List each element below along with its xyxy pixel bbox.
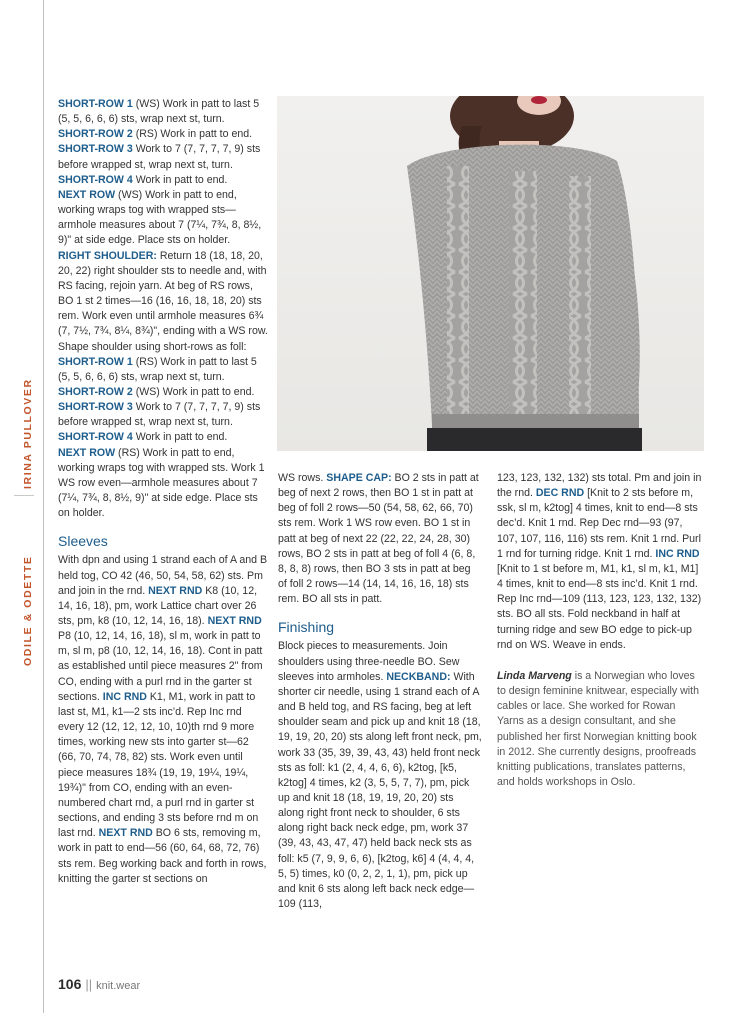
column-3 bbox=[497, 471, 705, 790]
publication-name: knit.wear bbox=[96, 980, 141, 992]
text: K1, M1, work in patt to last st, M1, k1—2 sts inc’d. Rep Inc rnd every 12 (12, 12, 12, 10, 10)th rnd 9 more times, working new sts into garter st—62 (66, 70, 74, 78, 82) sts. Work even until piece measures 18¾ (19, 19, 19¼, 19¼, 19¾)" from CO, ending with an even-numbered chart rnd, a purl rnd in garter st sections, and ending 3 sts before rnd m on last rnd. bbox=[58, 690, 259, 840]
keyword: SHORT-ROW 3 bbox=[58, 401, 133, 414]
section-heading-sleeves: Sleeves bbox=[58, 533, 108, 550]
text: Block pieces to measurements. Join shoulders using three-needle BO. Sew sleeves into armholes. bbox=[278, 640, 460, 683]
paragraph bbox=[58, 446, 268, 522]
text: (WS) Work in patt to end. bbox=[132, 385, 255, 398]
sidebar-title: IRINA PULLOVER bbox=[22, 378, 34, 489]
keyword: SHORT-ROW 4 bbox=[58, 431, 133, 444]
text: is a Norwegian who loves to design feminine knitwear, especially with cables or lace. She worked for Rowan Yarns as a design consultant, and she published her first Norwegian knitting book in 2012. She currently designs, proofreads knitting publications, translates patterns, and holds workshops in Oslo. bbox=[497, 669, 699, 788]
text: P8 (10, 12, 14, 16, 18), sl m, work in patt to m, sl m, p8 (10, 12, 14, 16, 18). Cont in patt as established until piece measures 2" from CO, ending with a purl rnd in the garter st sections. bbox=[58, 630, 263, 703]
keyword: SHORT-ROW 2 bbox=[58, 385, 133, 398]
keyword: SHORT-ROW 4 bbox=[58, 173, 133, 186]
keyword: NEXT ROW bbox=[58, 446, 116, 459]
margin-rule bbox=[43, 0, 44, 1013]
keyword: INC RND bbox=[655, 547, 700, 560]
paragraph bbox=[58, 385, 268, 400]
sidebar-separator bbox=[14, 495, 34, 496]
paragraph bbox=[58, 355, 268, 385]
sweater-illustration bbox=[277, 96, 704, 451]
paragraph bbox=[278, 639, 482, 912]
text: WS rows. bbox=[278, 472, 327, 484]
text: Work in patt to end. bbox=[132, 173, 228, 186]
text: (WS) Work in patt to last 5 (5, 5, 6, 6, 6) sts, wrap next st, turn. bbox=[58, 98, 260, 126]
keyword: SHORT-ROW 2 bbox=[58, 128, 133, 141]
keyword: INC RND bbox=[102, 690, 147, 703]
text: Return 18 (18, 18, 20, 20, 22) right shoulder sts to needle and, with RS facing, rejoin yarn. At beg of RS rows, BO 1 st 2 times—16 (16, 16, 18, 18, 20) sts rem. Work even until armhole measures 6¾ (7, 7½, 7¾, 8¼, 8¾)", ending with a WS row. Shape shoulder using short-rows as foll: bbox=[58, 249, 268, 353]
keyword: SHAPE CAP: bbox=[326, 472, 392, 484]
footer-separator: || bbox=[85, 977, 93, 992]
text: BO 6 sts, removing m, work in patt to end—56 (60, 64, 68, 72, 76) sts rem. Beg working back and forth in rows, knitting the garter st sections on bbox=[58, 827, 267, 885]
column-1 bbox=[58, 97, 268, 887]
sweater-photo bbox=[277, 96, 704, 451]
paragraph bbox=[58, 430, 268, 445]
section-heading-finishing: Finishing bbox=[278, 619, 335, 636]
page-number: 106 bbox=[58, 976, 82, 992]
text: With shorter cir needle, using 1 strand each of A and B held tog, and RS facing, beg at left shoulder seam and pick up and knit 18 (18, 19, 19, 20, 20) sts along left front neck, pm, work 33 (35, 39, 39, 43, 43) held front neck sts as foll: k1 (2, 4, 4, 6, 6), k2tog, [k5, k2tog] 4 times, k2 (3, 5, 5, 7, 7), pm, pick up and knit 18 (18, 19, 19, 20, 20) sts along right front neck to shoulder, 6 sts along right back neck edge, pm, work 37 (39, 43, 43, 47, 47) held back neck sts as foll: k5 (7, 9, 9, 6, 6), [k2tog, k6] 4 (4, 4, 4, 5, 5) times, k0 (0, 2, 2, 1, 1), pm, pick up and knit 6 sts along left back neck edge—109 (113, bbox=[278, 670, 482, 911]
text: Work to 7 (7, 7, 7, 7, 9) sts before wrapped st, wrap next st, turn. bbox=[58, 143, 261, 171]
keyword: NECKBAND: bbox=[386, 670, 451, 683]
paragraph bbox=[58, 553, 268, 886]
column-2 bbox=[278, 471, 482, 912]
paragraph bbox=[58, 173, 268, 188]
text: With dpn and using 1 strand each of A and B held tog, CO 42 (46, 50, 54, 58, 62) sts. Pm and join in the rnd. bbox=[58, 554, 268, 597]
paragraph bbox=[58, 400, 268, 430]
text: K8 (10, 12, 14, 16, 18), pm, work Lattice chart over 26 sts, pm, k8 (10, 12, 14, 16, 18). bbox=[58, 584, 258, 627]
paragraph bbox=[278, 471, 482, 607]
keyword: NEXT RND bbox=[98, 827, 153, 840]
paragraph bbox=[58, 249, 268, 355]
designer-name: Linda Marveng bbox=[497, 669, 572, 682]
sidebar-series: ODILE & ODETTE bbox=[22, 555, 34, 666]
paragraph bbox=[58, 97, 268, 127]
keyword: NEXT RND bbox=[148, 584, 203, 597]
page-footer bbox=[58, 976, 140, 992]
paragraph bbox=[58, 127, 268, 142]
text: (WS) Work in patt to end, working wraps tog with wrapped sts—armhole measures about 7 (7¼, 7¾, 8, 8½, 9)" at side edge. Place sts on holder. bbox=[58, 188, 262, 247]
text: (RS) Work in patt to last 5 (5, 5, 6, 6, 6) sts, wrap next st, turn. bbox=[58, 355, 257, 383]
text: Work in patt to end. bbox=[132, 431, 228, 444]
keyword: SHORT-ROW 1 bbox=[58, 355, 133, 368]
text: (RS) Work in patt to end. bbox=[132, 128, 253, 141]
text: [Knit to 2 sts before m, ssk, sl m, k2tog] 4 times, knit to end—8 sts dec’d. Knit 1 rnd. Rep Dec rnd—93 (97, 107, 107, 116, 116) sts rem. Knit 1 rnd. Purl 1 rnd for turning ridge. Knit 1 rnd. bbox=[497, 487, 701, 560]
keyword: RIGHT SHOULDER: bbox=[58, 249, 157, 262]
text: BO 2 sts in patt at beg of next 2 rows, then BO 1 st in patt at beg of foll 2 rows—50 (54, 58, 62, 66, 70) sts rem. Work 1 WS row even. BO 1 st in patt at beg of next 22 (22, 22, 24, 28, 30) rows, BO 2 sts in patt at beg of foll 4 (6, 8, 8, 8, 8) rows, then BO 3 sts in patt at beg of foll 2 rows—14 (14, 14, 16, 16, 18) sts rem. BO all sts in patt. bbox=[278, 472, 479, 606]
text: Work to 7 (7, 7, 7, 7, 9) sts before wrapped st, wrap next st, turn. bbox=[58, 401, 261, 429]
paragraph bbox=[58, 188, 268, 249]
text: [Knit to 1 st before m, M1, k1, sl m, k1, M1] 4 times, knit to end—8 sts inc’d. Knit 1 rnd. Rep Inc rnd—109 (113, 123, 123, 132, 132) sts. BO all sts. Fold neckband in half at turning ridge and sew BO edge to pick-up rnd on WS. Weave in ends. bbox=[497, 562, 702, 651]
keyword: NEXT RND bbox=[207, 615, 262, 627]
designer-bio bbox=[497, 669, 705, 790]
keyword: SHORT-ROW 1 bbox=[58, 98, 133, 110]
keyword: SHORT-ROW 3 bbox=[58, 143, 133, 156]
text: 123, 123, 132, 132) sts total. Pm and join in the rnd. bbox=[497, 472, 702, 500]
keyword: DEC RND bbox=[535, 487, 585, 500]
paragraph bbox=[58, 142, 268, 172]
keyword: NEXT ROW bbox=[58, 188, 116, 201]
paragraph bbox=[497, 471, 705, 653]
text: (RS) Work in patt to end, working wraps tog with wrapped sts. Work 1 WS row even—armhole measures about 7 (7¼, 7¾, 8, 8½, 9)" at side edge. Place sts on holder. bbox=[58, 446, 265, 520]
